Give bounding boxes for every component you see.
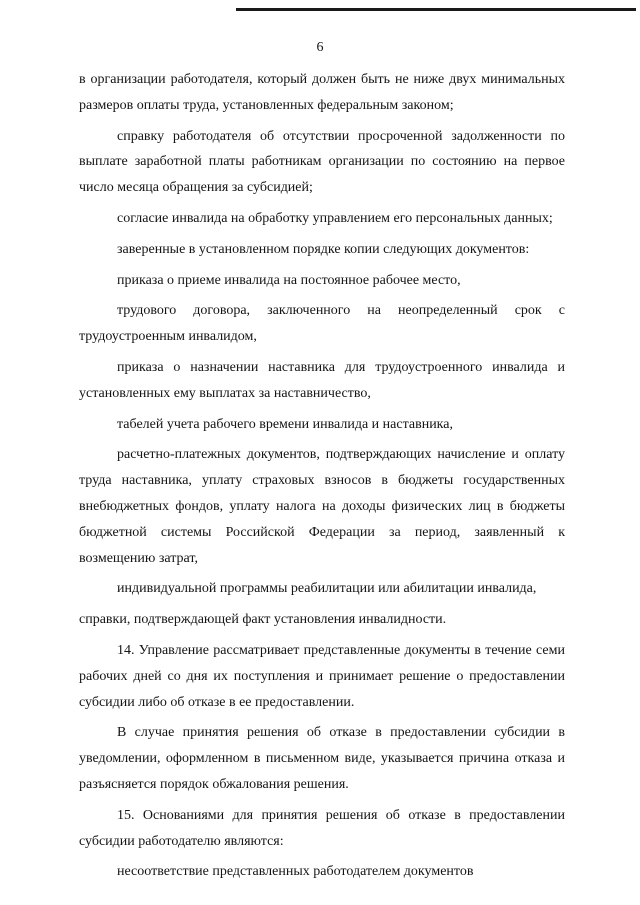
top-rule xyxy=(236,8,636,11)
page-number: 6 xyxy=(316,40,324,55)
paragraph-timesheets: табелей учета рабочего времени инвалида и наставника, xyxy=(117,416,453,432)
paragraph-certified-copies: заверенные в установленном порядке копии следующих документов: xyxy=(117,241,530,257)
paragraph-section-15: 15. Основаниями для принятия решения об отказе в предоставлении субсидии работодателю являются: xyxy=(79,807,565,849)
paragraph-salary-level: в организации работодателя, который должен быть не ниже двух минимальных размеров оплаты труда, установленных федеральным законом; xyxy=(79,72,565,113)
paragraph-no-arrears: справку работодателя об отсутствии просроченной задолженности по выплате заработной платы работникам организации по состоянию на первое число месяца обращения за субсидией; xyxy=(79,128,565,196)
paragraph-disability-certificate: справки, подтверждающей факт установления инвалидности. xyxy=(79,612,447,628)
paragraph-employment-contract: трудового договора, заключенного на неопределенный срок с трудоустроенным инвалидом, xyxy=(79,303,565,345)
paragraph-refusal-notice: В случае принятия решения об отказе в предоставлении субсидии в уведомлении, оформленном в письменном виде, указывается причина отказа и разъясняется порядок обжалования решения. xyxy=(79,725,565,792)
paragraph-consent: согласие инвалида на обработку управлением его персональных данных; xyxy=(117,210,553,226)
body-text xyxy=(79,67,565,885)
paragraph-section-14: 14. Управление рассматривает представленные документы в течение семи рабочих дней со дня их поступления и принимает решение о предоставлении субсидии либо об отказе в ее предоставлении. xyxy=(79,642,565,710)
paragraph-rehabilitation-program: индивидуальной программы реабилитации или абилитации инвалида, xyxy=(117,581,537,597)
paragraph-hiring-order: приказа о приеме инвалида на постоянное рабочее место, xyxy=(117,272,461,288)
paragraph-mentor-order: приказа о назначении наставника для трудоустроенного инвалида и установленных ему выплатах за наставничество, xyxy=(79,359,565,401)
paragraph-noncompliance: несоответствие представленных работодателем документов xyxy=(117,864,474,880)
paragraph-payment-documents: расчетно-платежных документов, подтверждающих начисление и оплату труда наставника, уплату страховых взносов в бюджеты государственных внебюджетных фондов, уплату налога на доходы физических лиц в бюджеты бюджетной системы Российской Федерации за период, заявленный к возмещению затрат, xyxy=(79,447,565,566)
